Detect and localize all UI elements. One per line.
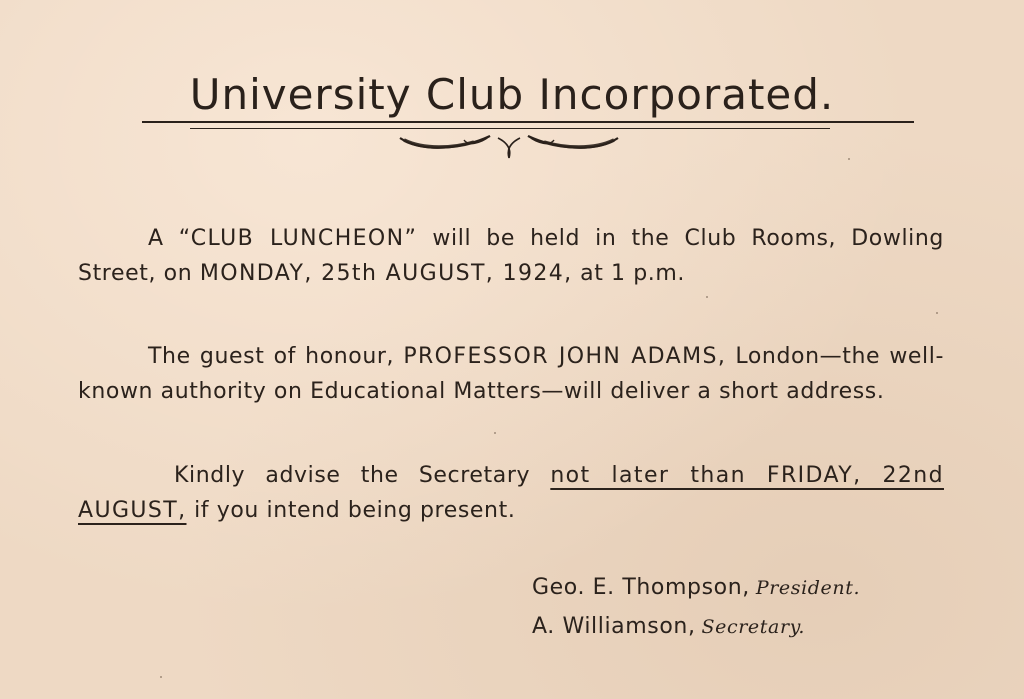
p2-text-a: The guest of honour, [148, 344, 404, 369]
paragraph-rsvp [78, 458, 944, 528]
signatory-president [532, 575, 860, 600]
p3-text-b: if you intend being present. [186, 498, 516, 523]
card-title: University Club Incorporated. [189, 70, 835, 119]
p1-text-b: will be held in the Club Rooms, Dowling Street, on [78, 226, 944, 286]
signatory-secretary [532, 614, 805, 639]
signatory-role: Secretary. [701, 616, 806, 638]
signatory-name: A. Williamson, [532, 614, 696, 639]
p1-text-a: A [148, 226, 179, 251]
paper-speck [494, 432, 496, 434]
signatory-role: President. [755, 577, 861, 599]
p1-date: MONDAY, 25th AUGUST, 1924, [199, 261, 573, 286]
paper-speck [706, 296, 708, 298]
paper-speck [160, 676, 162, 678]
signatory-name: Geo. E. Thompson, [532, 575, 750, 600]
title-rule-top [142, 121, 914, 123]
paragraph-luncheon [78, 221, 944, 291]
p1-time: at 1 p.m. [572, 261, 686, 286]
flourish-ornament [394, 128, 624, 162]
p3-text-a: Kindly advise the Secretary [174, 463, 551, 488]
paper-speck [848, 158, 850, 160]
p3-deadline: not later than FRIDAY, 22nd AUGUST, [78, 463, 944, 523]
paragraph-guest [78, 339, 944, 409]
p1-event-name: “CLUB LUNCHEON” [178, 226, 418, 251]
p2-text-b: London—the well-known authority on Educational Matters—will deliver a short address. [78, 344, 945, 404]
paper-speck [936, 312, 938, 314]
p2-guest-name: PROFESSOR JOHN ADAMS, [403, 344, 727, 369]
